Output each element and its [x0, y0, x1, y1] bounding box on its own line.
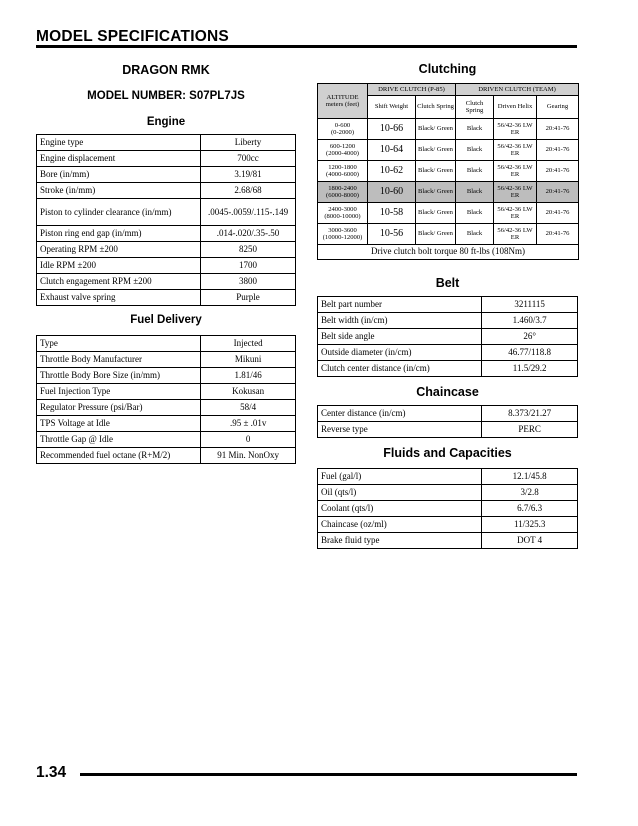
engine-value: 2.68/68 [201, 183, 296, 199]
drive-spring-header: Clutch Spring [416, 96, 456, 119]
fluids-table [317, 468, 578, 549]
fuel-label: Throttle Gap @ Idle [37, 432, 201, 448]
shift-weight-header: Shift Weight [368, 96, 416, 119]
fluid-row [318, 517, 578, 533]
engine-row [37, 199, 296, 226]
engine-row [37, 258, 296, 274]
altitude-feet: (6000-8000) [326, 192, 359, 199]
fuel-label: Recommended fuel octane (R+M/2) [37, 448, 201, 464]
shift-weight-cell: 10-60 [368, 182, 416, 203]
belt-label: Belt width (in/cm) [318, 313, 482, 329]
header-rule [36, 45, 577, 48]
fuel-row [37, 432, 296, 448]
shift-weight-cell: 10-66 [368, 119, 416, 140]
engine-value: 1700 [201, 258, 296, 274]
engine-label: Piston to cylinder clearance (in/mm) [37, 199, 201, 226]
driven-spring-header: Clutch Spring [456, 96, 494, 119]
altitude-meters: 0-600 [334, 121, 351, 129]
engine-row [37, 151, 296, 167]
engine-label: Idle RPM ±200 [37, 258, 201, 274]
altitude-cell [318, 140, 368, 161]
fluid-row [318, 469, 578, 485]
fluid-value: 6.7/6.3 [482, 501, 578, 517]
engine-value: Purple [201, 290, 296, 306]
chaincase-value: PERC [482, 422, 578, 438]
belt-value: 46.77/118.8 [482, 345, 578, 361]
page-header: MODEL SPECIFICATIONS [36, 28, 229, 45]
fuel-row [37, 416, 296, 432]
driven-spring-cell: Black [456, 224, 494, 245]
engine-value: .014-.020/.35-.50 [201, 226, 296, 242]
shift-weight-cell: 10-64 [368, 140, 416, 161]
engine-title: Engine [146, 116, 186, 128]
engine-label: Engine type [37, 135, 201, 151]
clutch-row [318, 224, 579, 245]
driven-helix-cell: 56/42-36 LW ER [494, 140, 537, 161]
fuel-delivery-title: Fuel Delivery [130, 314, 202, 326]
fuel-row [37, 336, 296, 352]
engine-value: 700cc [201, 151, 296, 167]
engine-row [37, 226, 296, 242]
altitude-meters: 600-1200 [329, 142, 356, 150]
fuel-row [37, 448, 296, 464]
fluid-row [318, 485, 578, 501]
engine-value: 8250 [201, 242, 296, 258]
chaincase-title: Chaincase [416, 385, 479, 399]
driven-helix-cell: 56/42-36 LW ER [494, 119, 537, 140]
clutching-table [317, 83, 579, 260]
gearing-cell: 20:41-76 [537, 224, 579, 245]
model-number: MODEL NUMBER: S07PL7JS [87, 90, 245, 102]
clutching-title: Clutching [418, 62, 477, 76]
altitude-cell [318, 182, 368, 203]
footer-rule [80, 773, 577, 776]
driven-helix-cell: 56/42-36 LW ER [494, 182, 537, 203]
belt-row [318, 329, 578, 345]
driven-spring-cell: Black [456, 182, 494, 203]
drive-spring-cell: Black/ Green [416, 119, 456, 140]
page-number: 1.34 [36, 764, 67, 781]
fluid-row [318, 533, 578, 549]
altitude-meters: 1200-1800 [328, 163, 357, 171]
driven-helix-cell: 56/42-36 LW ER [494, 161, 537, 182]
fuel-label: Throttle Body Bore Size (in/mm) [37, 368, 201, 384]
driven-spring-cell: Black [456, 203, 494, 224]
altitude-header: ALTITUDE meters (feet) [318, 84, 368, 119]
chaincase-label: Center distance (in/cm) [318, 406, 482, 422]
engine-value: 3.19/81 [201, 167, 296, 183]
gearing-cell: 20:41-76 [537, 161, 579, 182]
fuel-row [37, 368, 296, 384]
chaincase-label: Reverse type [318, 422, 482, 438]
fuel-label: Type [37, 336, 201, 352]
clutch-row [318, 182, 579, 203]
altitude-feet: (10000-12000) [322, 234, 363, 241]
altitude-meters: 2400-3000 [328, 205, 357, 213]
belt-label: Belt part number [318, 297, 482, 313]
engine-label: Piston ring end gap (in/mm) [37, 226, 201, 242]
altitude-meters: 3000-3600 [328, 226, 357, 234]
altitude-feet: (0-2000) [330, 129, 355, 136]
drive-clutch-header: DRIVE CLUTCH (P-85) [368, 84, 456, 96]
engine-table [36, 134, 296, 306]
fuel-row [37, 384, 296, 400]
clutch-row [318, 161, 579, 182]
engine-value: 3800 [201, 274, 296, 290]
fuel-value: Injected [201, 336, 296, 352]
clutch-bolt-torque: Drive clutch bolt torque 80 ft-lbs (108Nm) [318, 245, 579, 260]
fluid-value: 3/2.8 [482, 485, 578, 501]
fuel-value: 0 [201, 432, 296, 448]
altitude-cell [318, 119, 368, 140]
fuel-value: Kokusan [201, 384, 296, 400]
clutch-footer-row [318, 245, 579, 260]
belt-label: Clutch center distance (in/cm) [318, 361, 482, 377]
engine-row [37, 135, 296, 151]
driven-clutch-header: DRIVEN CLUTCH (TEAM) [456, 84, 579, 96]
fuel-value: 1.81/46 [201, 368, 296, 384]
belt-title: Belt [435, 276, 460, 290]
engine-row [37, 274, 296, 290]
driven-spring-cell: Black [456, 161, 494, 182]
clutch-row [318, 119, 579, 140]
drive-spring-cell: Black/ Green [416, 161, 456, 182]
altitude-meters: 1800-2400 [328, 184, 357, 192]
fluid-label: Brake fluid type [318, 533, 482, 549]
fuel-value: Mikuni [201, 352, 296, 368]
fuel-row [37, 400, 296, 416]
engine-label: Stroke (in/mm) [37, 183, 201, 199]
fluid-label: Chaincase (oz/ml) [318, 517, 482, 533]
fluid-label: Fuel (gal/l) [318, 469, 482, 485]
fuel-label: TPS Voltage at Idle [37, 416, 201, 432]
chaincase-table [317, 405, 578, 438]
shift-weight-cell: 10-56 [368, 224, 416, 245]
fuel-label: Throttle Body Manufacturer [37, 352, 201, 368]
engine-row [37, 183, 296, 199]
driven-helix-cell: 56/42-36 LW ER [494, 203, 537, 224]
shift-weight-cell: 10-62 [368, 161, 416, 182]
drive-spring-cell: Black/ Green [416, 140, 456, 161]
gearing-cell: 20:41-76 [537, 140, 579, 161]
clutch-row [318, 140, 579, 161]
fuel-value: 91 Min. NonOxy [201, 448, 296, 464]
fuel-label: Regulator Pressure (psi/Bar) [37, 400, 201, 416]
fuel-label: Fuel Injection Type [37, 384, 201, 400]
fluid-value: 12.1/45.8 [482, 469, 578, 485]
fluids-title: Fluids and Capacities [383, 446, 512, 460]
engine-row [37, 167, 296, 183]
fluid-value: DOT 4 [482, 533, 578, 549]
chaincase-value: 8.373/21.27 [482, 406, 578, 422]
belt-value: 11.5/29.2 [482, 361, 578, 377]
belt-table [317, 296, 578, 377]
driven-spring-cell: Black [456, 140, 494, 161]
engine-row [37, 290, 296, 306]
fluid-value: 11/325.3 [482, 517, 578, 533]
belt-row [318, 361, 578, 377]
belt-row [318, 297, 578, 313]
altitude-feet: (8000-10000) [324, 213, 361, 220]
gearing-cell: 20:41-76 [537, 203, 579, 224]
chaincase-row [318, 406, 578, 422]
altitude-feet: (4000-6000) [326, 171, 359, 178]
drive-spring-cell: Black/ Green [416, 224, 456, 245]
chaincase-row [318, 422, 578, 438]
gearing-header: Gearing [537, 96, 579, 119]
fuel-delivery-table [36, 335, 296, 464]
engine-label: Operating RPM ±200 [37, 242, 201, 258]
drive-spring-cell: Black/ Green [416, 182, 456, 203]
belt-row [318, 313, 578, 329]
fluid-label: Oil (qts/l) [318, 485, 482, 501]
altitude-feet: (2000-4000) [326, 150, 359, 157]
altitude-cell [318, 161, 368, 182]
belt-label: Outside diameter (in/cm) [318, 345, 482, 361]
gearing-cell: 20:41-76 [537, 119, 579, 140]
belt-value: 1.460/3.7 [482, 313, 578, 329]
altitude-cell [318, 224, 368, 245]
model-name: DRAGON RMK [122, 63, 210, 77]
driven-helix-cell: 56/42-36 LW ER [494, 224, 537, 245]
drive-spring-cell: Black/ Green [416, 203, 456, 224]
belt-label: Belt side angle [318, 329, 482, 345]
altitude-cell [318, 203, 368, 224]
fuel-row [37, 352, 296, 368]
fluid-label: Coolant (qts/l) [318, 501, 482, 517]
fuel-value: .95 ± .01v [201, 416, 296, 432]
engine-label: Bore (in/mm) [37, 167, 201, 183]
driven-spring-cell: Black [456, 119, 494, 140]
engine-value: Liberty [201, 135, 296, 151]
engine-row [37, 242, 296, 258]
belt-value: 26° [482, 329, 578, 345]
engine-label: Exhaust valve spring [37, 290, 201, 306]
fluid-row [318, 501, 578, 517]
driven-helix-header: Driven Helix [494, 96, 537, 119]
engine-label: Clutch engagement RPM ±200 [37, 274, 201, 290]
gearing-cell: 20:41-76 [537, 182, 579, 203]
fuel-value: 58/4 [201, 400, 296, 416]
clutch-row [318, 203, 579, 224]
shift-weight-cell: 10-58 [368, 203, 416, 224]
belt-row [318, 345, 578, 361]
engine-value: .0045-.0059/.115-.149 [201, 199, 296, 226]
engine-label: Engine displacement [37, 151, 201, 167]
belt-value: 3211115 [482, 297, 578, 313]
